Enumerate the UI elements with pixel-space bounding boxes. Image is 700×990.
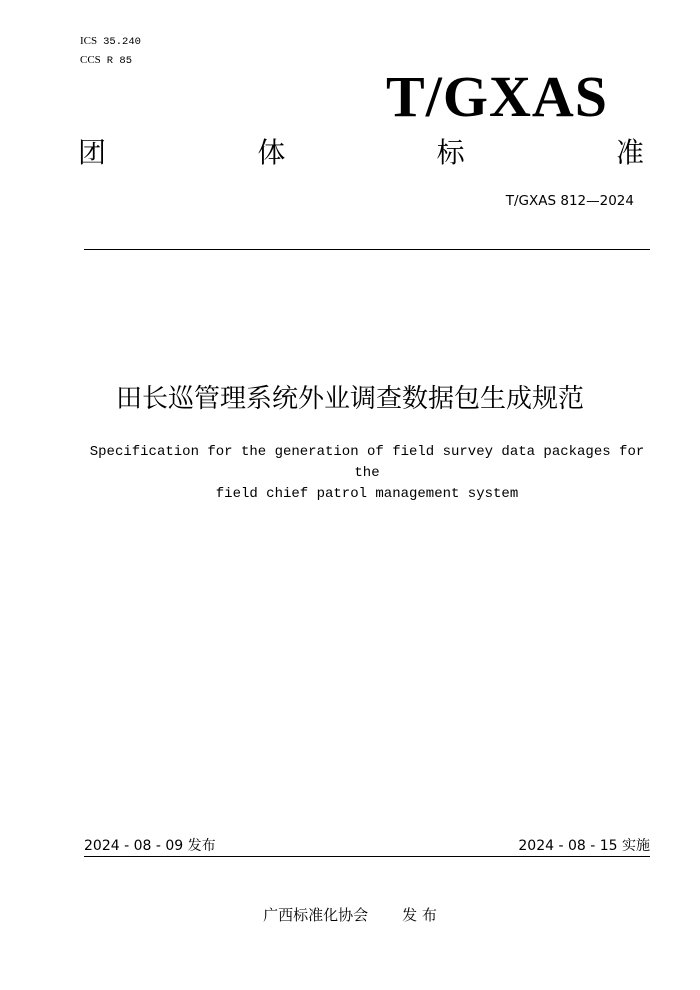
implementation-date: 2024 - 08 - 15 实施	[518, 838, 650, 854]
ics-line	[80, 34, 141, 49]
issue-date: 2024 - 08 - 09 发布	[84, 838, 216, 854]
ccs-value: R 85	[106, 55, 133, 67]
standard-logo: T/GXAS	[386, 64, 608, 129]
header-divider	[84, 249, 650, 250]
publisher-action: 发 布	[402, 906, 437, 924]
standard-number: T/GXAS 812—2024	[505, 193, 634, 209]
document-title-english	[80, 442, 654, 505]
footer-divider	[84, 856, 650, 857]
publisher-name: 广西标准化协会	[263, 906, 369, 924]
ccs-line	[80, 53, 132, 68]
standard-type-char: 团	[78, 136, 107, 169]
english-title-line: field chief patrol management system	[215, 486, 519, 502]
ics-label: ICS	[80, 35, 98, 47]
ccs-label: CCS	[80, 54, 101, 66]
english-title-line: Specification for the generation of field survey data packages for the	[89, 444, 645, 481]
standard-type-char: 准	[615, 136, 644, 169]
standard-type-char: 体	[257, 136, 286, 169]
standard-type-char: 标	[436, 136, 465, 169]
ics-value: 35.240	[103, 36, 141, 48]
standard-type-heading	[78, 136, 644, 170]
document-title-chinese: 田长巡管理系统外业调查数据包生成规范	[115, 384, 584, 414]
publisher-line	[0, 904, 700, 925]
